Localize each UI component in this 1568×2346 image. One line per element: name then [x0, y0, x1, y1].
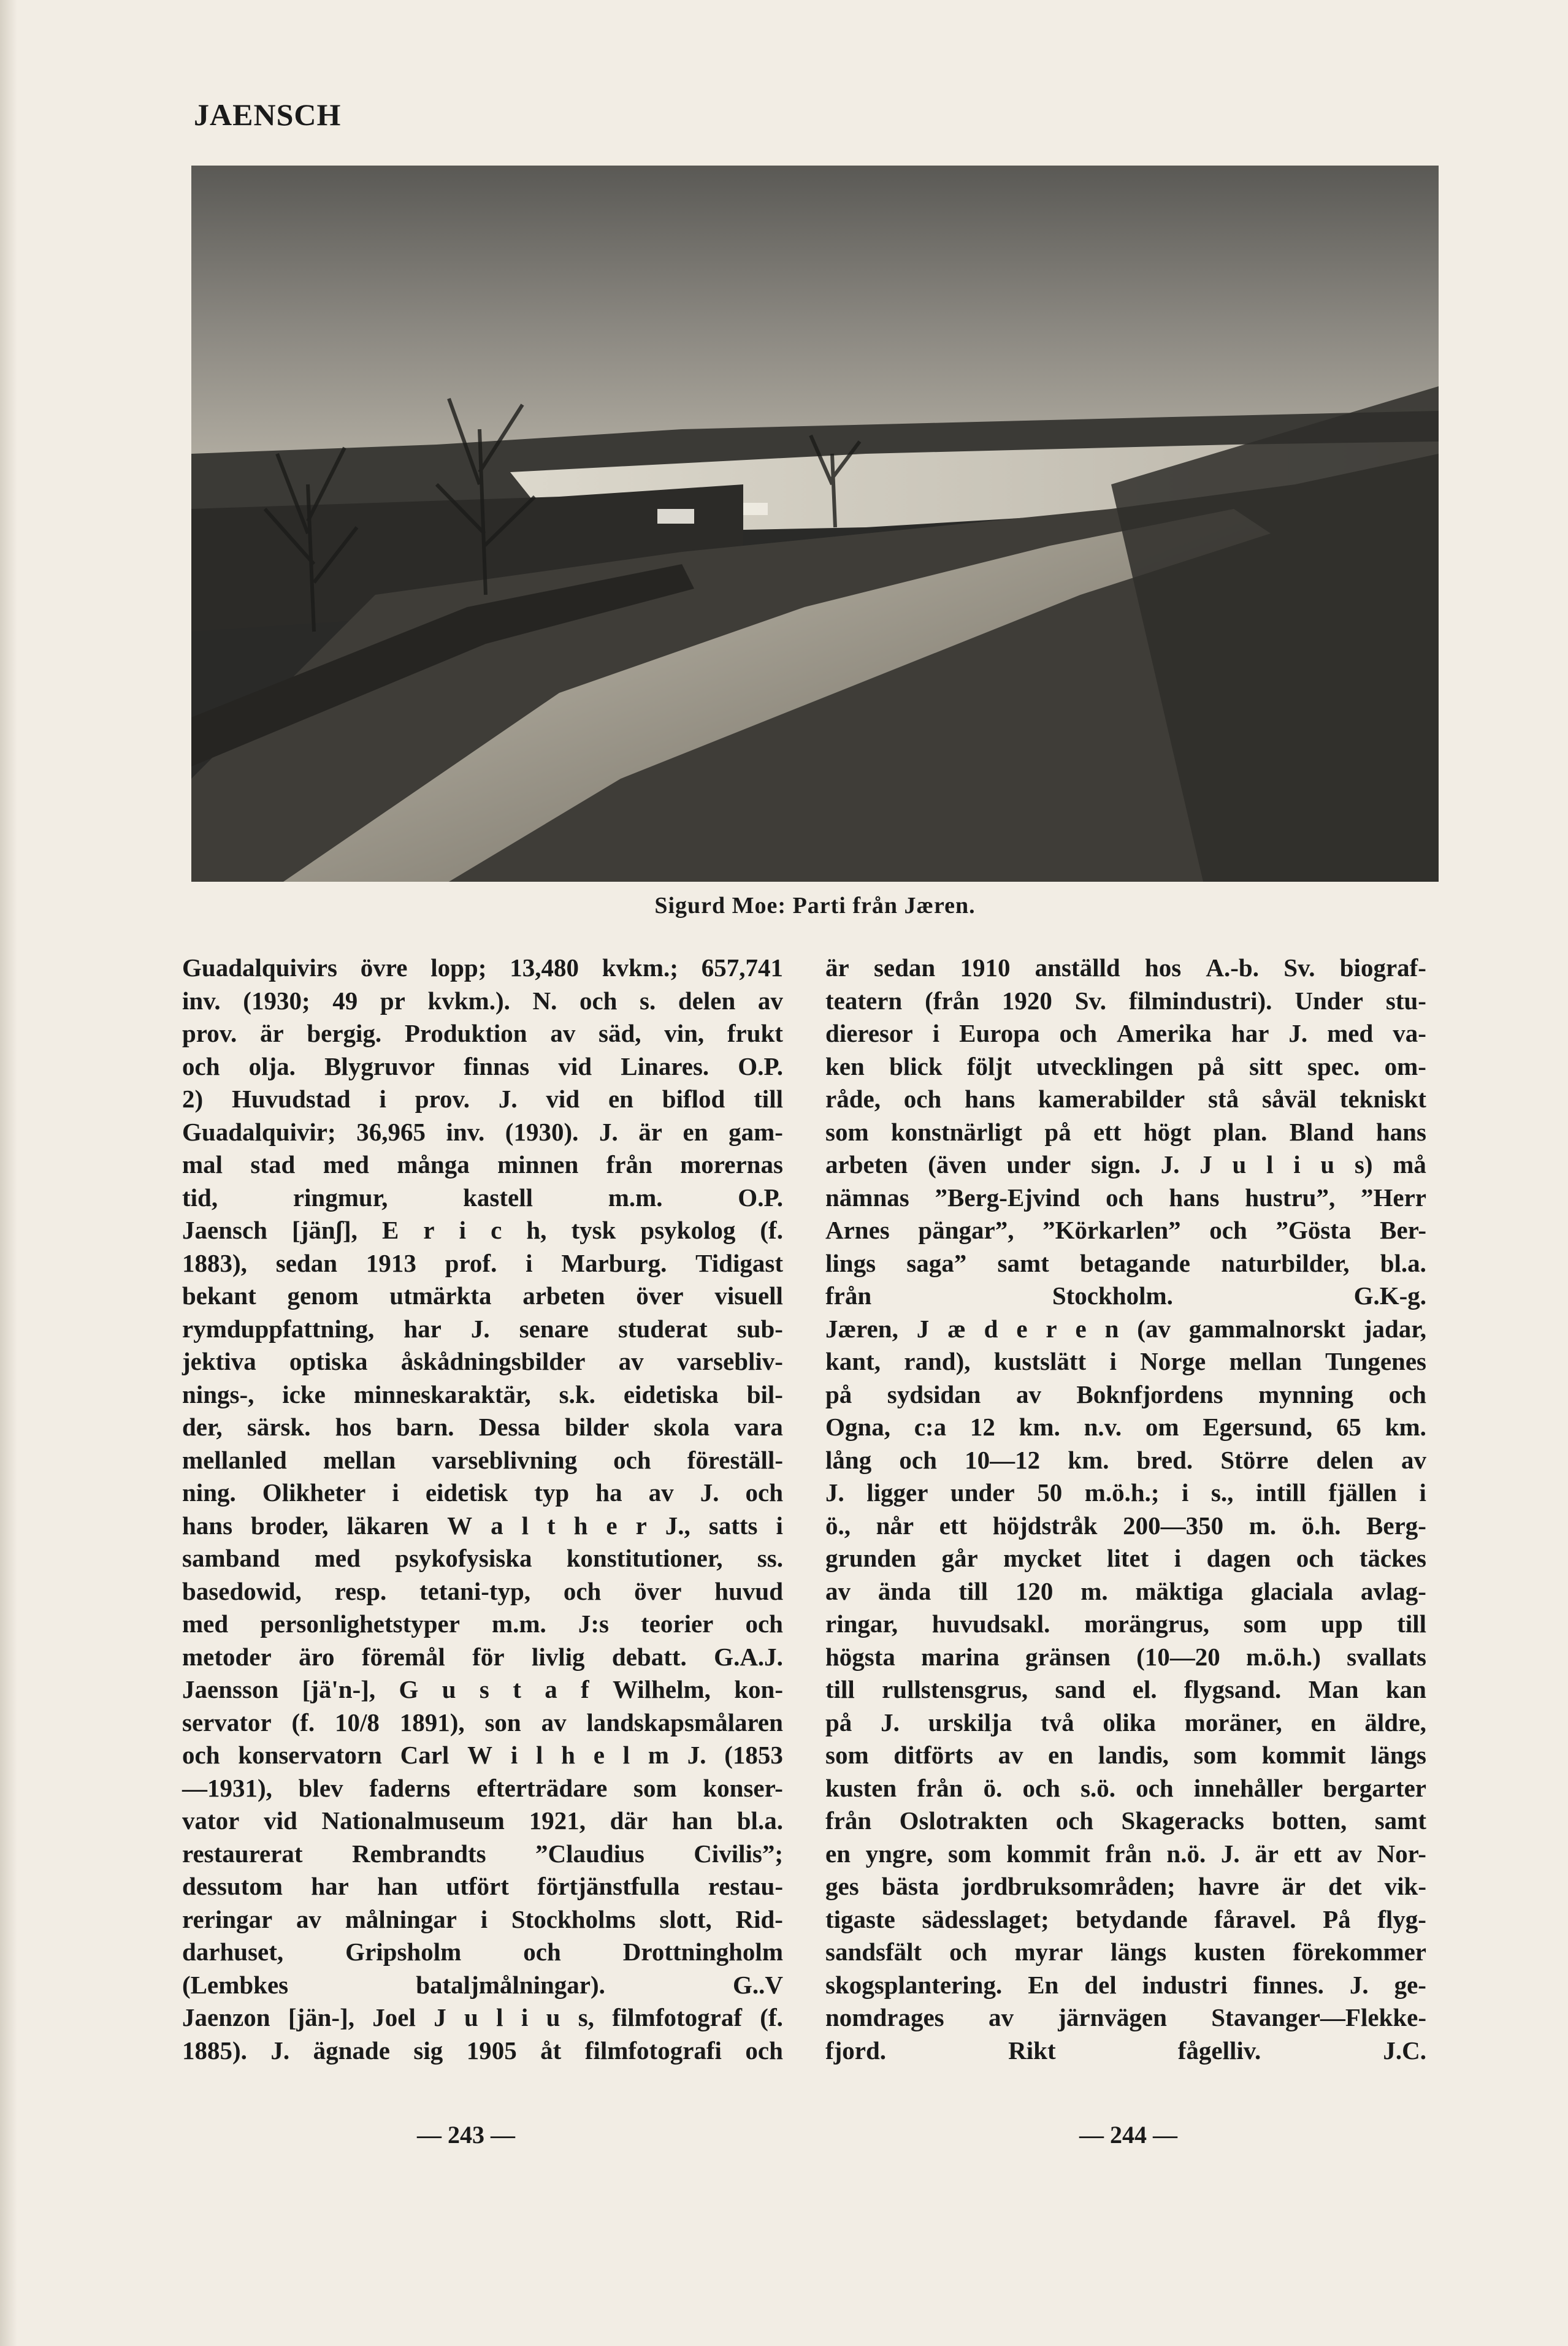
text-line: sandsfält och myrar längs kusten förekommer: [825, 1938, 1426, 1966]
text-line: nämnas ”Berg-Ejvind och hans hustru”, ”Herr: [825, 1183, 1426, 1212]
text-line: der, särsk. hos barn. Dessa bilder skola vara: [182, 1413, 783, 1441]
left-column: [182, 952, 783, 2067]
text-line: jektiva optiska åskådningsbilder av varsebliv-: [182, 1347, 783, 1375]
text-line: kusten från ö. och s.ö. och innehåller bergarter: [825, 1773, 1426, 1802]
text-line: nomdrages av järnvägen Stavanger—Flekke-: [825, 2003, 1426, 2031]
text-line: på J. urskilja två olika moräner, en äldre,: [825, 1708, 1426, 1737]
text-line: tigaste sädesslaget; betydande fåravel. På flyg-: [825, 1905, 1426, 1933]
text-line: Ogna, c:a 12 km. n.v. om Egersund, 65 km.: [825, 1413, 1426, 1441]
text-line: nings-, icke minneskaraktär, s.k. eidetiska bil-: [182, 1380, 783, 1408]
text-line: som konstnärligt på ett högt plan. Bland hans: [825, 1117, 1426, 1146]
text-line: från Stockholm. G.K-g.: [825, 1282, 1426, 1310]
figure-caption: Sigurd Moe: Parti från Jæren.: [654, 893, 976, 919]
text-line: till rullstensgrus, sand el. flygsand. Man kan: [825, 1675, 1426, 1703]
text-line: ning. Olikheter i eidetisk typ ha av J. och: [182, 1478, 783, 1507]
text-line: vator vid Nationalmuseum 1921, där han bl.a.: [182, 1806, 783, 1835]
text-line: Jæren, J æ d e r e n (av gammalnorskt jadar,: [825, 1314, 1426, 1343]
text-line: och konservatorn Carl W i l h e l m J. (1853: [182, 1741, 783, 1769]
text-line: och olja. Blygruvor finnas vid Linares. O.P.: [182, 1052, 783, 1080]
text-line: mal stad med många minnen från morernas: [182, 1150, 783, 1179]
text-line: —1931), blev faderns efterträdare som konser-: [182, 1773, 783, 1802]
text-line: lång och 10—12 km. bred. Större delen av: [825, 1445, 1426, 1474]
text-line: basedowid, resp. tetani-typ, och över huvud: [182, 1576, 783, 1605]
text-line: med personlighetstyper m.m. J:s teorier och: [182, 1610, 783, 1638]
text-line: darhuset, Gripsholm och Drottningholm: [182, 1938, 783, 1966]
text-line: lings saga” samt betagande naturbilder, bl.a.: [825, 1248, 1426, 1277]
text-line: ringar, huvudsakl. morängrus, som upp till: [825, 1610, 1426, 1638]
text-line: Guadalquivir; 36,965 inv. (1930). J. är en gam-: [182, 1117, 783, 1146]
text-line: Jaenzon [jän-], Joel J u l i u s, filmfotograf (f.: [182, 2003, 783, 2031]
text-line: fjord. Rikt fågelliv. J.C.: [825, 2036, 1426, 2065]
text-line: hans broder, läkaren W a l t h e r J., satts i: [182, 1511, 783, 1540]
text-line: av ända till 120 m. mäktiga glaciala avlag-: [825, 1576, 1426, 1605]
text-line: 2) Huvudstad i prov. J. vid en biflod till: [182, 1085, 783, 1113]
text-line: bekant genom utmärkta arbeten över visuell: [182, 1282, 783, 1310]
text-line: ges bästa jordbruksområden; havre är det vik-: [825, 1872, 1426, 1900]
text-line: Guadalquivirs övre lopp; 13,480 kvkm.; 657,741: [182, 953, 783, 982]
text-line: tid, ringmur, kastell m.m. O.P.: [182, 1183, 783, 1212]
text-line: servator (f. 10/8 1891), son av landskapsmålaren: [182, 1708, 783, 1737]
text-line: grunden går mycket litet i dagen och täckes: [825, 1544, 1426, 1572]
page-number-left: — 243 —: [417, 2121, 515, 2149]
text-line: på sydsidan av Boknfjordens mynning och: [825, 1380, 1426, 1408]
text-line: reringar av målningar i Stockholms slott, Rid-: [182, 1905, 783, 1933]
text-line: (Lembkes bataljmålningar). G..V: [182, 1970, 783, 1999]
text-line: som ditförts av en landis, som kommit längs: [825, 1741, 1426, 1769]
text-line: är sedan 1910 anställd hos A.-b. Sv. biograf-: [825, 953, 1426, 982]
landscape-photograph: [191, 166, 1439, 882]
text-line: dessutom har han utfört förtjänstfulla restau-: [182, 1872, 783, 1900]
right-column: [825, 952, 1426, 2067]
text-line: teatern (från 1920 Sv. filmindustri). Under stu-: [825, 986, 1426, 1015]
text-line: ö., når ett höjdstråk 200—350 m. ö.h. Berg-: [825, 1511, 1426, 1540]
text-line: inv. (1930; 49 pr kvkm.). N. och s. delen av: [182, 986, 783, 1015]
text-line: rymduppfattning, har J. senare studerat sub-: [182, 1314, 783, 1343]
text-line: arbeten (även under sign. J. J u l i u s) må: [825, 1150, 1426, 1179]
text-line: samband med psykofysiska konstitutioner, ss.: [182, 1544, 783, 1572]
text-line: 1885). J. ägnade sig 1905 åt filmfotografi och: [182, 2036, 783, 2065]
text-line: Jaensson [jä'n-], G u s t a f Wilhelm, kon-: [182, 1675, 783, 1703]
text-line: skogsplantering. En del industri finnes. J. ge-: [825, 1970, 1426, 1999]
text-line: ken blick följt utvecklingen på sitt spec. om-: [825, 1052, 1426, 1080]
page-number-right: — 244 —: [1079, 2121, 1177, 2149]
text-line: 1883), sedan 1913 prof. i Marburg. Tidigast: [182, 1248, 783, 1277]
text-line: mellanled mellan varseblivning och föreställ-: [182, 1445, 783, 1474]
text-line: Arnes pängar”, ”Körkarlen” och ”Gösta Ber-: [825, 1216, 1426, 1244]
text-line: högsta marina gränsen (10—20 m.ö.h.) svallats: [825, 1642, 1426, 1671]
page-edge-shadow: [0, 0, 17, 2346]
text-line: råde, och hans kamerabilder stå såväl tekniskt: [825, 1085, 1426, 1113]
text-line: dieresor i Europa och Amerika har J. med va-: [825, 1019, 1426, 1047]
text-line: kant, rand), kustslätt i Norge mellan Tungenes: [825, 1347, 1426, 1375]
text-line: metoder äro föremål för livlig debatt. G.A.J.: [182, 1642, 783, 1671]
text-line: J. ligger under 50 m.ö.h.; i s., intill fjällen i: [825, 1478, 1426, 1507]
running-head: JAENSCH: [194, 97, 342, 132]
text-line: från Oslotrakten och Skageracks botten, samt: [825, 1806, 1426, 1835]
text-line: prov. är bergig. Produktion av säd, vin, frukt: [182, 1019, 783, 1047]
text-line: en yngre, som kommit från n.ö. J. är ett av Nor-: [825, 1839, 1426, 1868]
text-line: Jaensch [jänʃ], E r i c h, tysk psykolog (f.: [182, 1216, 783, 1244]
text-line: restaurerat Rembrandts ”Claudius Civilis”;: [182, 1839, 783, 1868]
